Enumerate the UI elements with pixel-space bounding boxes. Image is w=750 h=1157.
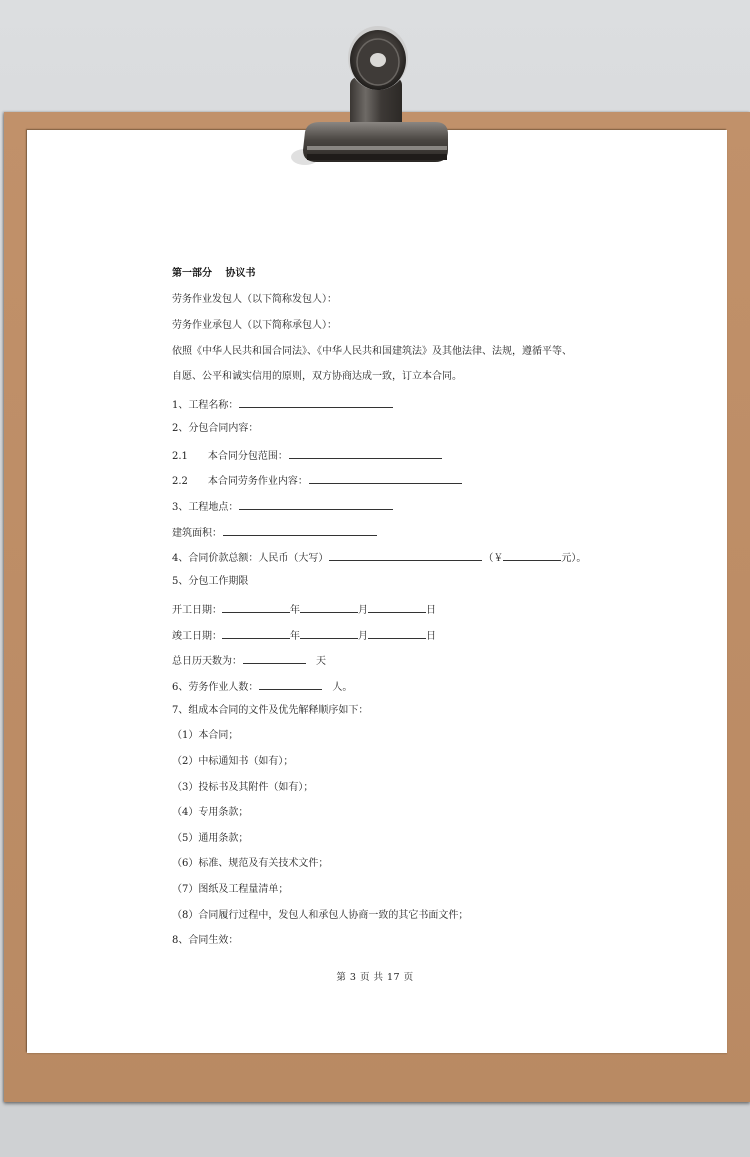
labor-count-field <box>172 678 352 695</box>
month-label: 月 <box>358 631 368 642</box>
doc-item-6: （6）标准、规范及有关技术文件； <box>172 858 329 869</box>
end-date-field <box>172 627 436 644</box>
doc-item-2: （2）中标通知书（如有）； <box>172 756 294 767</box>
effective-line: 8、合同生效： <box>172 935 239 946</box>
binder-clip-icon <box>285 22 465 174</box>
start-month-blank[interactable] <box>300 601 358 613</box>
scope-label: 本合同分包范围： <box>207 451 288 462</box>
legal-basis-line-1: 依照《中华人民共和国合同法》、《中华人民共和国建筑法》及其他法律、法规，遵循平等、 <box>172 346 572 357</box>
doc-item-4: （4）专用条款； <box>172 807 249 818</box>
legal-basis-line-2: 自愿、公平和诚实信用的原则，双方协商达成一致，订立本合同。 <box>172 371 462 382</box>
month-label: 月 <box>358 605 368 616</box>
start-date-label: 开工日期： <box>172 605 222 616</box>
doc-item-8: （8）合同履行过程中，发包人和承包人协商一致的其它书面文件； <box>172 910 469 921</box>
page-number-footer: 第 3 页 共 17 页 <box>336 972 414 983</box>
contract-price-number-blank[interactable] <box>503 549 561 561</box>
labor-content-number: 2.2 <box>172 476 188 487</box>
labor-content-label: 本合同劳务作业内容： <box>207 476 308 487</box>
contract-price-field <box>172 549 586 566</box>
scope-blank[interactable] <box>289 447 442 459</box>
project-location-blank[interactable] <box>239 498 393 510</box>
project-name-blank[interactable] <box>239 396 393 408</box>
project-location-label: 3、工程地点： <box>172 502 239 513</box>
labor-count-blank[interactable] <box>259 678 322 690</box>
doc-item-1: （1）本合同； <box>172 730 239 741</box>
start-date-field <box>172 601 436 618</box>
project-name-label: 1、工程名称： <box>172 400 239 411</box>
contractor-line: 劳务作业承包人（以下简称承包人）： <box>172 320 337 331</box>
end-month-blank[interactable] <box>300 627 358 639</box>
year-label: 年 <box>290 631 300 642</box>
contract-price-words-blank[interactable] <box>329 549 482 561</box>
start-year-blank[interactable] <box>222 601 290 613</box>
building-area-field <box>172 524 378 541</box>
building-area-blank[interactable] <box>223 524 377 536</box>
day-label: 日 <box>426 605 436 616</box>
project-location-field <box>172 498 394 515</box>
section-heading: 第一部分 协议书 <box>172 268 256 279</box>
labor-content-blank[interactable] <box>309 472 462 484</box>
labor-count-label: 6、劳务作业人数： <box>172 682 259 693</box>
work-period-line: 5、分包工作期限 <box>172 576 249 587</box>
employer-line: 劳务作业发包人（以下简称发包人）： <box>172 294 337 305</box>
end-date-label: 竣工日期： <box>172 631 222 642</box>
day-label: 日 <box>426 631 436 642</box>
contract-price-label: 4、合同价款总额：人民币（大写） <box>172 553 329 564</box>
year-label: 年 <box>290 605 300 616</box>
people-unit: 人。 <box>332 682 353 693</box>
total-days-label: 总日历天数为： <box>172 656 242 667</box>
start-day-blank[interactable] <box>368 601 426 613</box>
scope-number: 2.1 <box>172 451 188 462</box>
building-area-label: 建筑面积： <box>172 528 222 539</box>
total-days-blank[interactable] <box>243 652 306 664</box>
doc-item-5: （5）通用条款； <box>172 833 249 844</box>
labor-content-field <box>172 472 463 489</box>
end-day-blank[interactable] <box>368 627 426 639</box>
doc-item-7: （7）图纸及工程量清单； <box>172 884 289 895</box>
scope-field <box>172 447 443 464</box>
price-yen-close: 元）。 <box>561 553 587 564</box>
documents-order-line: 7、组成本合同的文件及优先解释顺序如下： <box>172 705 369 716</box>
project-name-field <box>172 396 394 413</box>
days-unit: 天 <box>316 656 326 667</box>
doc-item-3: （3）投标书及其附件（如有）； <box>172 782 314 793</box>
total-days-field <box>172 652 326 669</box>
subcontract-content-line: 2、分包合同内容： <box>172 423 259 434</box>
end-year-blank[interactable] <box>222 627 290 639</box>
price-yen-open: （￥ <box>483 553 504 564</box>
